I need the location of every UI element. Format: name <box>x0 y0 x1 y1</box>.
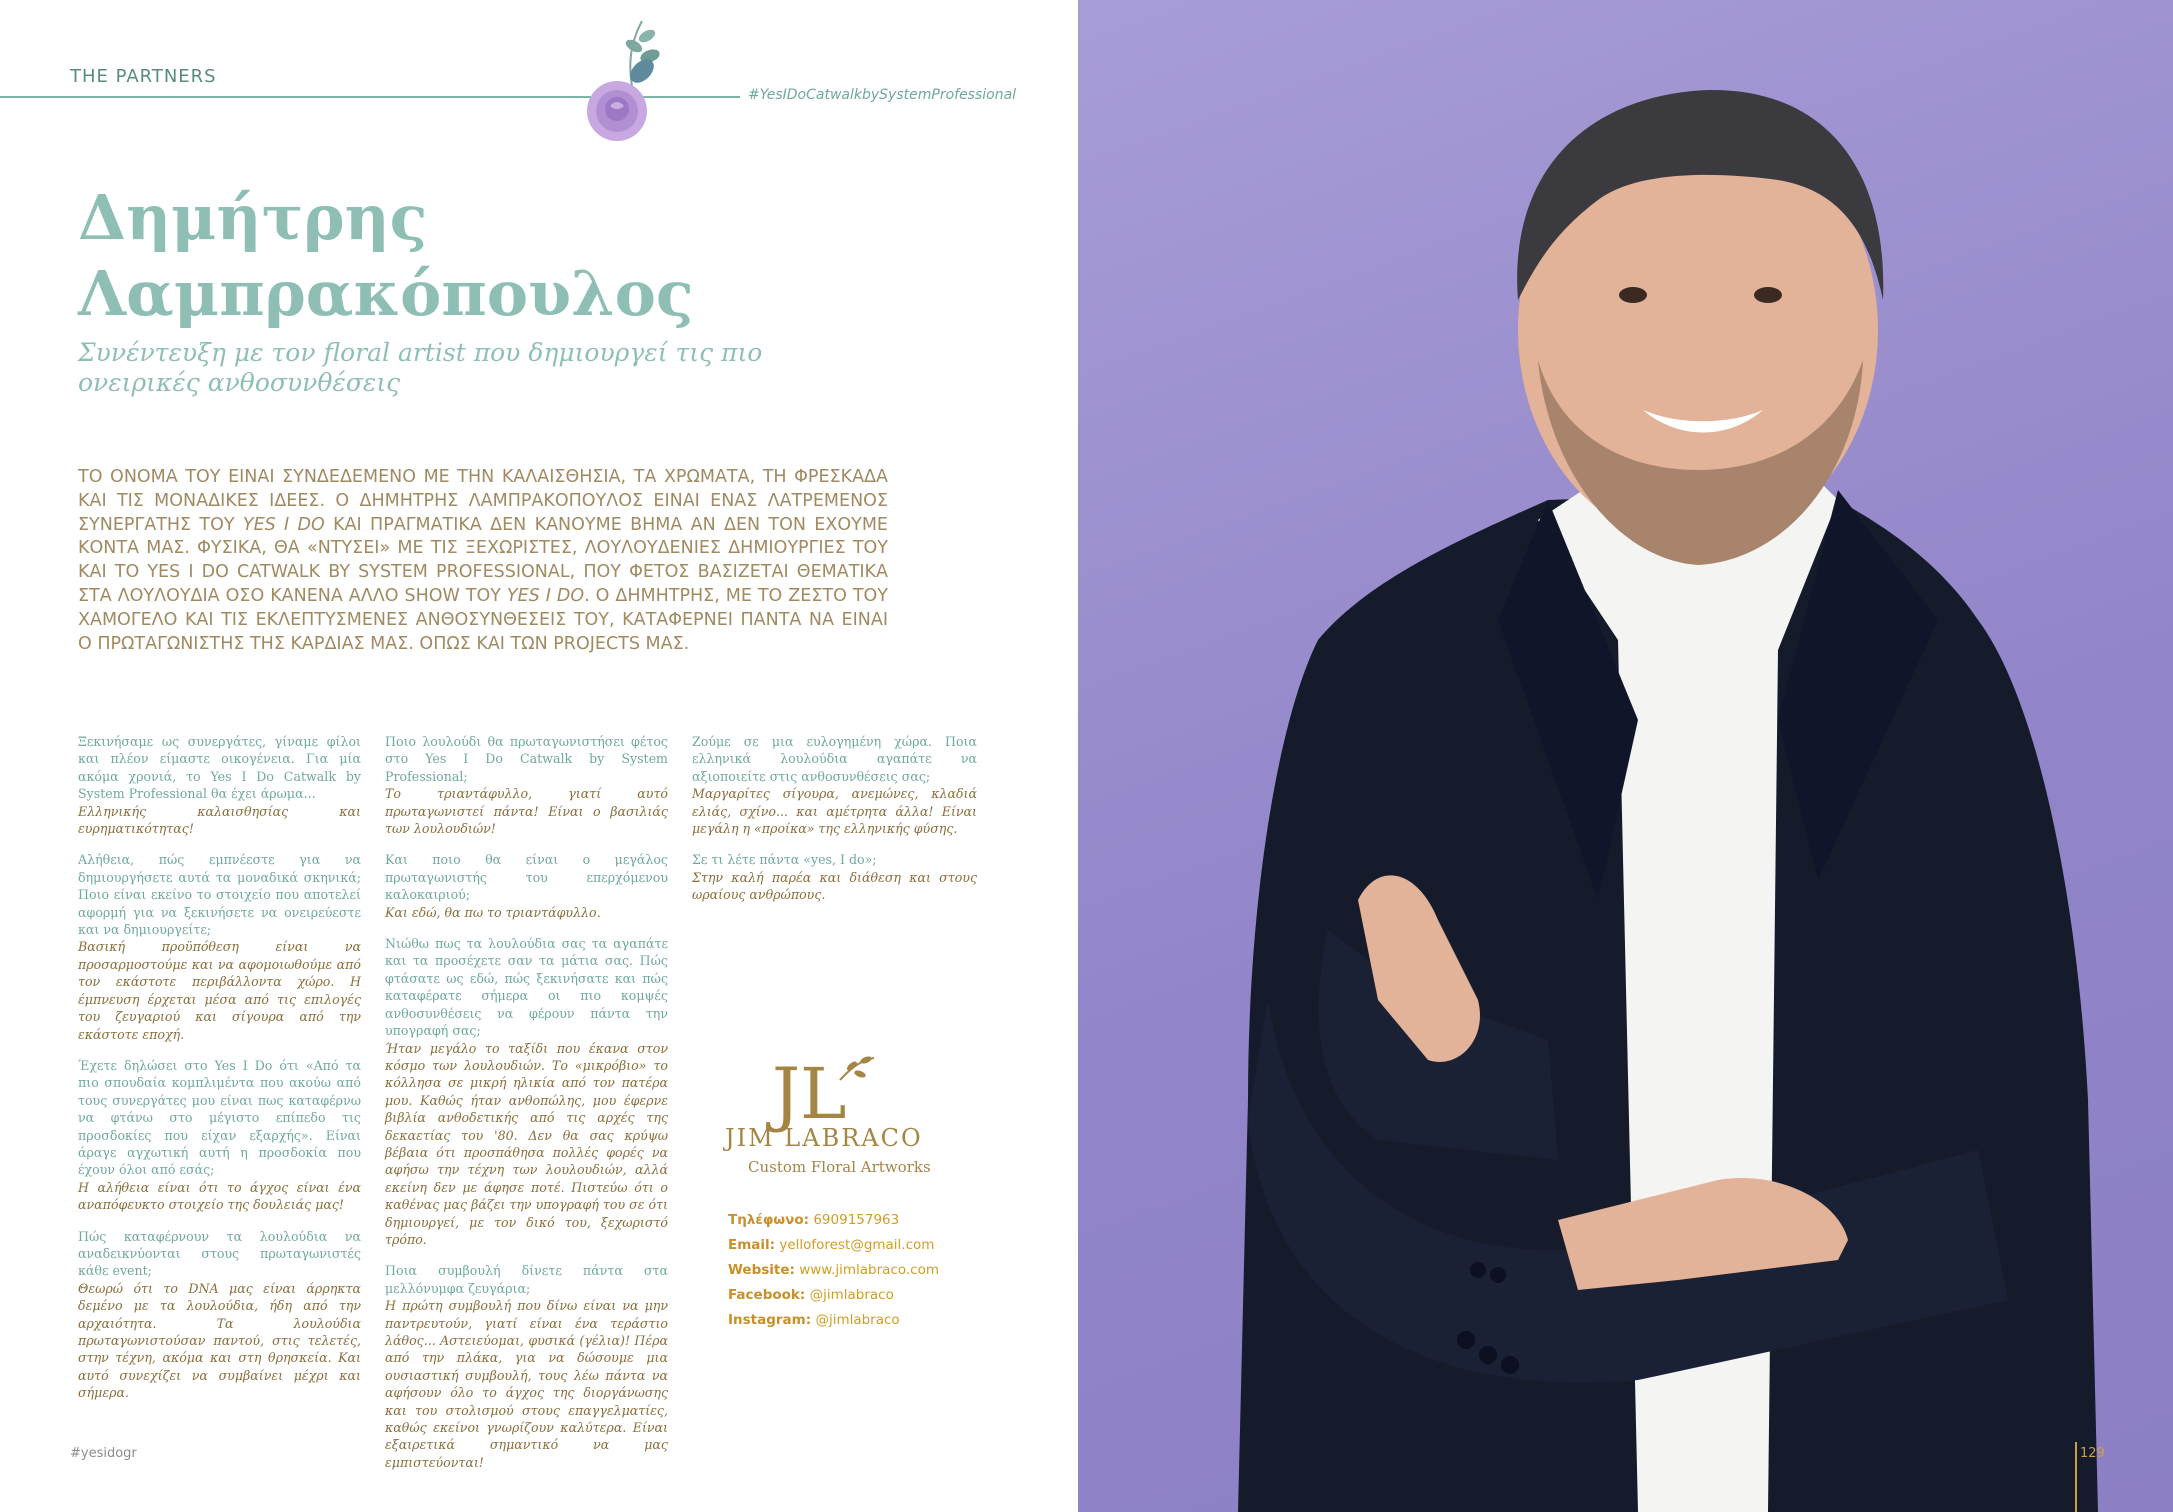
contact-website <box>728 1258 939 1283</box>
intro-brand: YES I DO <box>242 514 325 535</box>
answer: Μαργαρίτες σίγουρα, ανεμώνες, κλαδιά ελιάς, σχίνο... και αμέτρητα άλλα! Είναι μεγάλη η «προίκα» της ελληνικής φύσης. <box>692 786 977 837</box>
contact-label: Website: <box>728 1262 795 1278</box>
question: Αλήθεια, πώς εμπνέεστε για να δημιουργήσετε αυτά τα μοναδικά σκηνικά; Ποιο είναι εκείνο το στοιχείο που αποτελεί αφορμή για να ξεκινήσετε να ονειρεύεστε και να δημιουργείτε; <box>78 852 361 938</box>
intro-text: ΚΑΙ ΠΡΑΓΜΑΤΙΚΑ ΔΕΝ ΚΑΝΟΥΜΕ ΒΗΜΑ ΑΝ ΔΕΝ ΤΟΝ ΕΧΟΥΜΕ ΚΟΝΤΑ ΜΑΣ. ΦΥΣΙΚΑ, ΘΑ «ΝΤΥΣΕΙ» ΜΕ ΤΙΣ ΞΕΧΩΡΙΣΤΕΣ, ΛΟΥΛΟΥΔΕΝΙΕΣ ΔΗΜΙΟΥΡΓΙΕΣ ΤΟΥ ΚΑΙ ΤΟ YES I DO CATWALK BY SYSTEM PROFESSIONAL, ΠΟΥ ΦΕΤΟΣ ΒΑΣΙΖΕΤΑΙ ΘΕΜΑΤΙΚΑ ΣΤΑ ΛΟΥΛΟΥΔΙΑ ΟΣΟ ΚΑΝΕΝΑ ΑΛΛΟ SHOW ΤΟΥ <box>78 514 888 606</box>
answer: Ήταν μεγάλο το ταξίδι που έκανα στον κόσμο των λουλουδιών. Το «μικρόβιο» το κόλλησα σε μικρή ηλικία από τον πατέρα μου. Καθώς ήταν ανθοπώλης, μου έφερνε βιβλία ανθοδετικής από τις αρχές της δεκαετίας του '80. Δεν θα σας κρύψω βέβαια ότι προσπάθησα πολλές φορές να αφήσω την τέχνη των λουλουδιών, αλλά εκείνη δεν με άφησε ποτέ. Πιστεύω ότι ο καθένας μας βάζει την υπογραφή του σε ότι δημιουργεί, με τον δικό του, ξεχωριστό τρόπο. <box>385 1040 668 1247</box>
contact-email <box>728 1233 939 1258</box>
intro-text: ΤΟ ΟΝΟΜΑ ΤΟΥ ΕΙΝΑΙ ΣΥΝΔΕΔΕΜΕΝΟ ΜΕ ΤΗΝ ΚΑΛΑΙΣΘΗΣΙΑ, ΤΑ ΧΡΩΜΑΤΑ, ΤΗ ΦΡΕΣΚΑΔΑ ΚΑΙ ΤΙΣ ΜΟΝΑΔΙΚΕΣ ΙΔΕΕΣ. Ο ΔΗΜΗΤΡΗΣ ΛΑΜΠΡΑΚΟΠΟΥΛΟΣ ΕΙΝΑΙ ΕΝΑΣ ΛΑΤΡΕΜΕΝΟΣ ΣΥΝΕΡΓΑΤΗΣ ΤΟΥ <box>78 467 888 535</box>
answer: Η πρώτη συμβουλή που δίνω είναι να μην παντρευτούν, γιατί είναι ένα τεράστιο λάθος... Αστειεύομαι, φυσικά (γέλια)! Πέρα από την πλάκα, για να δώσουμε μια ουσιαστική συμβουλή, τους λέω πάντα να αφήσουν όλο το άγχος της διοργάνωσης και του στολισμού στους επαγγελματίες, καθώς εκείνοι γνωρίζουν καλύτερα. Είναι εξαιρετικά σημαντικό να μας εμπιστεύονται! <box>385 1298 668 1470</box>
question: Ποια συμβουλή δίνετε πάντα στα μελλόνυμφα ζευγάρια; <box>385 1263 668 1296</box>
answer: Ελληνικής καλαισθησίας και ευρηματικότητας! <box>78 803 361 837</box>
answer: Θεωρώ ότι το DNA μας είναι άρρηκτα δεμένο με τα λουλούδια, ήδη από την αρχαιότητα. Τα λουλούδια πρωταγωνιστούσαν παντού, στις τελετές, στην τέχνη, ακόμα και στη θρησκεία. Και αυτό συνεχίζει να συμβαίνει μέχρι και σήμερα. <box>78 1280 361 1401</box>
logo-monogram: JL <box>772 1053 847 1135</box>
portrait-photo <box>1078 0 2173 1512</box>
intro-text: . Ο ΔΗΜΗΤΡΗΣ, ΜΕ ΤΟ ΖΕΣΤΟ ΤΟΥ ΧΑΜΟΓΕΛΟ ΚΑΙ ΤΙΣ ΕΚΛΕΠΤΥΣΜΕΝΕΣ ΑΝΘΟΣΥΝΘΕΣΕΙΣ ΤΟΥ, ΚΑΤΑΦΕΡΝΕΙ ΠΑΝΤΑ ΝΑ ΕΙΝΑΙ Ο ΠΡΩΤΑΓΩΝΙΣΤΗΣ ΤΗΣ ΚΑΡΔΙΑΣ ΜΑΣ. ΟΠΩΣ ΚΑΙ ΤΩΝ PROJECTS ΜΑΣ. <box>78 585 888 654</box>
page-number: 129 <box>2080 1446 2105 1461</box>
question: Πώς καταφέρνουν τα λουλούδια να αναδεικνύονται στους πρωταγωνιστές κάθε event; <box>78 1228 361 1279</box>
interview-column-3 <box>692 733 977 918</box>
brand-tagline: Custom Floral Artworks <box>748 1158 931 1176</box>
subtitle-line-2: ονειρικές ανθοσυνθέσεις <box>78 368 401 397</box>
website-link[interactable]: www.jimlabraco.com <box>799 1262 940 1278</box>
section-label: THE PARTNERS <box>70 66 217 87</box>
contact-block <box>728 1208 939 1333</box>
campaign-hashtag: #YesIDoCatwalkbySystemProfessional <box>748 87 1017 103</box>
title-line-1: Δημήτρης <box>78 181 428 254</box>
rose-illustration <box>572 16 682 146</box>
portrait-illustration <box>1078 0 2173 1512</box>
interview-column-1 <box>78 733 361 1416</box>
email-link[interactable]: yelloforest@gmail.com <box>779 1237 935 1253</box>
article-subtitle <box>78 338 778 398</box>
facebook-link[interactable]: @jimlabraco <box>809 1287 894 1303</box>
answer: Το τριαντάφυλλο, γιατί αυτό πρωταγωνιστεί πάντα! Είναι ο βασιλιάς των λουλουδιών! <box>385 786 668 837</box>
footer-hashtag: #yesidogr <box>70 1446 137 1461</box>
contact-instagram <box>728 1308 939 1333</box>
interview-column-2 <box>385 733 668 1485</box>
question: Και ποιο θα είναι ο μεγάλος πρωταγωνιστής του επερχόμενου καλοκαιριού; <box>385 852 668 903</box>
phone-value[interactable]: 6909157963 <box>813 1212 900 1228</box>
question: Έχετε δηλώσει στο Yes I Do ότι «Από τα πιο σπουδαία κομπλιμέντα που ακούω από τους συνεργάτες μου είναι πως καταφέρνω να φτάνω στο μέγιστο επίπεδο τις προσδοκίες που είχαν εξαρχής». Είναι άραγε αγχωτική αυτή η προσδοκία που έχουν όλοι από εσάς; <box>78 1057 361 1178</box>
contact-label: Τηλέφωνο: <box>728 1212 810 1228</box>
instagram-link[interactable]: @jimlabraco <box>815 1312 900 1328</box>
article-title <box>78 180 694 332</box>
question: Νιώθω πως τα λουλούδια σας τα αγαπάτε και τα προσέχετε σαν τα μάτια σας. Πώς φτάσατε ως εδώ, πώς ξεκινήσατε και πώς καταφέρατε σήμερα οι πιο κομψές ανθοσυνθέσεις να φέρουν πάντα την υπογραφή σας; <box>385 936 668 1039</box>
question: Σε τι λέτε πάντα «yes, I do»; <box>692 852 877 868</box>
left-page <box>0 0 1078 1512</box>
answer: Η αλήθεια είναι ότι το άγχος είναι ένα αναπόφευκτο στοιχείο της δουλειάς μας! <box>78 1179 361 1213</box>
contact-label: Email: <box>728 1237 776 1253</box>
contact-phone <box>728 1208 939 1233</box>
question: Ξεκινήσαμε ως συνεργάτες, γίναμε φίλοι και πλέον είμαστε οικογένεια. Για μία ακόμα χρονιά, το Yes I Do Catwalk by System Professional θα έχει άρωμα... <box>78 734 361 802</box>
page-number-rule <box>2075 1442 2077 1512</box>
answer: Στην καλή παρέα και διάθεση και στους ωραίους ανθρώπους. <box>692 869 977 903</box>
contact-label: Instagram: <box>728 1312 812 1328</box>
question: Ζούμε σε μια ευλογημένη χώρα. Ποια ελληνικά λουλούδια αγαπάτε να αξιοποιείτε στις ανθοσυνθέσεις σας; <box>692 734 977 784</box>
article-intro <box>78 466 888 656</box>
brand-name: JIM LABRACO <box>725 1124 923 1152</box>
answer: Βασική προϋπόθεση είναι να προσαρμοστούμε και να αφομοιωθούμε από τον εκάστοτε περιβάλλοντα χώρο. Η έμπνευση έρχεται μέσα από τις επιλογές του ζευγαριού και σίγουρα από την εκάστοτε εποχή. <box>78 939 361 1042</box>
answer: Και εδώ, θα πω το τριαντάφυλλο. <box>385 904 601 920</box>
intro-brand: YES I DO <box>506 585 585 606</box>
question: Ποιο λουλούδι θα πρωταγωνιστήσει φέτος στο Yes I Do Catwalk by System Professional; <box>385 734 668 784</box>
contact-facebook <box>728 1283 939 1308</box>
subtitle-line-1: Συνέντευξη με τον floral artist που δημιουργεί τις πιο <box>78 338 763 367</box>
title-line-2: Λαμπρακόπουλος <box>78 257 694 330</box>
contact-label: Facebook: <box>728 1287 806 1303</box>
